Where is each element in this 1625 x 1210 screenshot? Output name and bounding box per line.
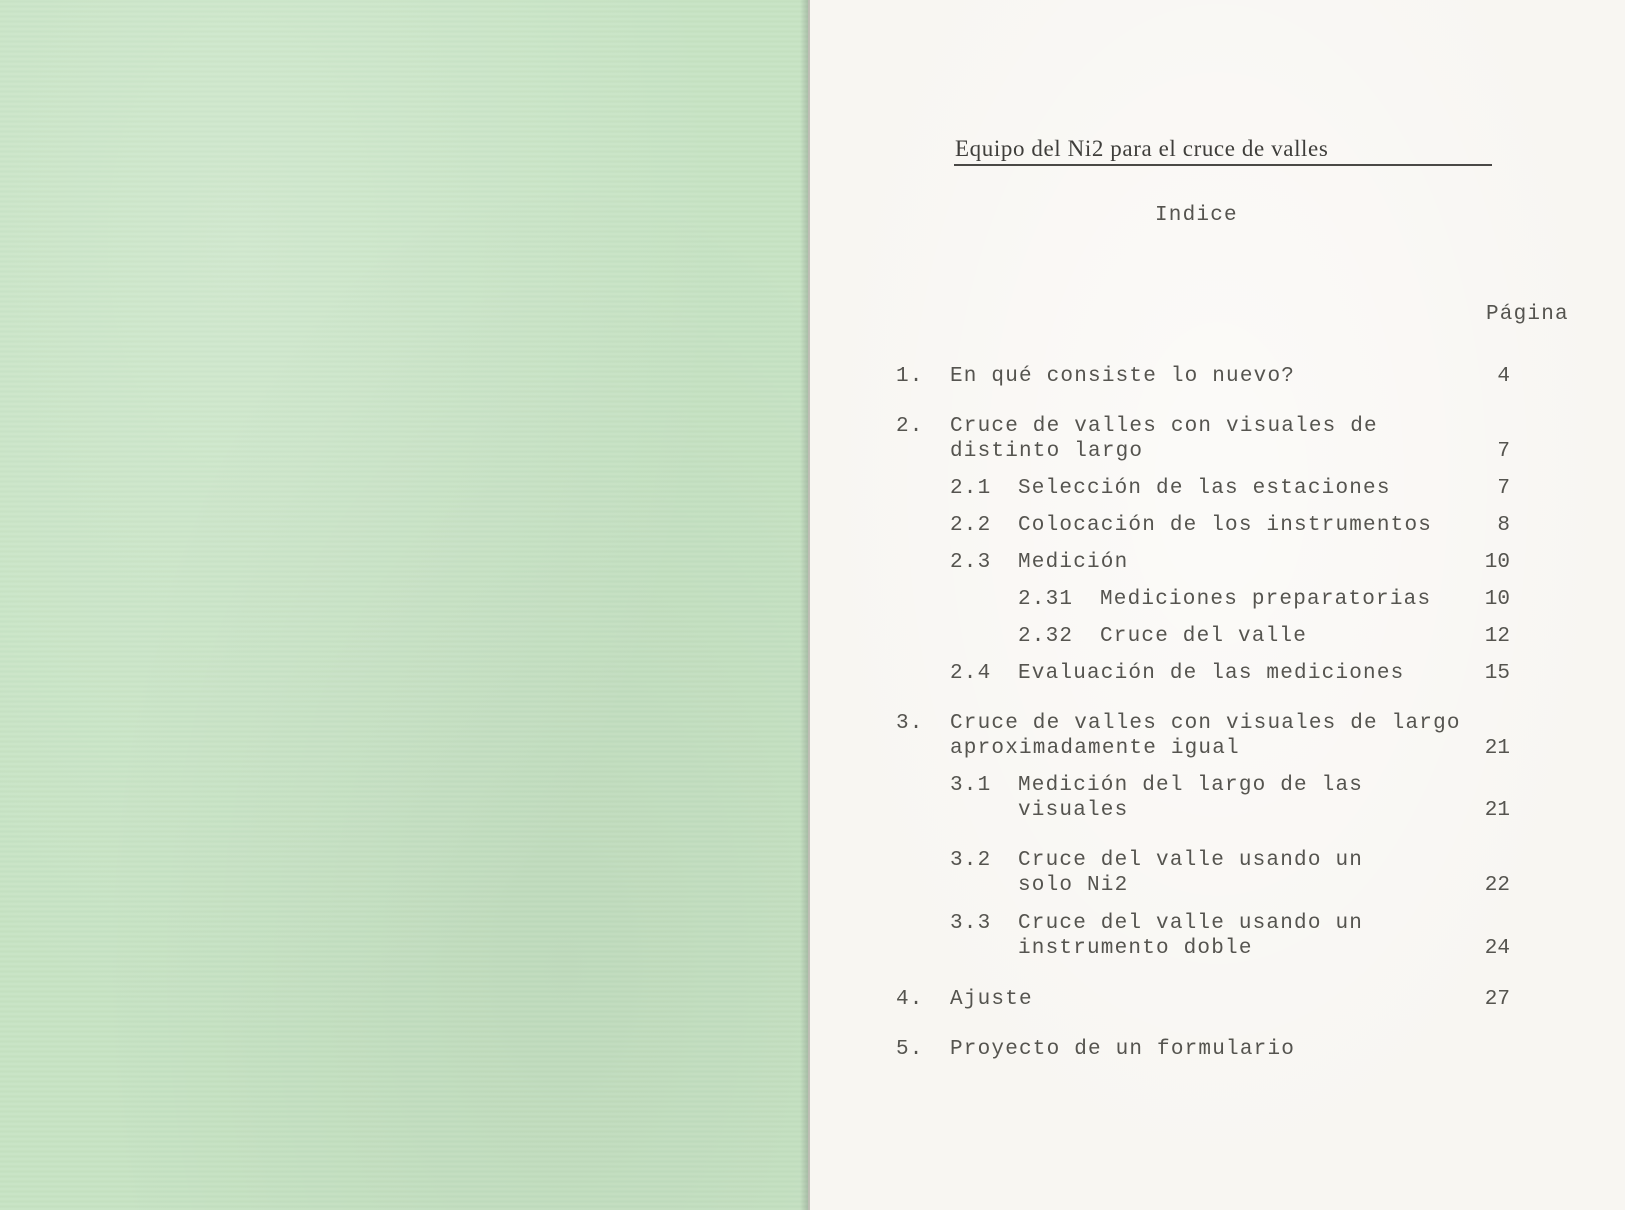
toc-entry-text: En qué consiste lo nuevo? xyxy=(950,365,1296,388)
toc-page-number: 21 xyxy=(1484,799,1510,822)
toc-number: 2.4 xyxy=(950,662,992,685)
toc-number: 2. xyxy=(896,415,924,438)
toc-page-number: 10 xyxy=(1484,588,1510,611)
toc-entry-text: visuales xyxy=(1018,799,1129,822)
toc-number: 2.31 xyxy=(1018,588,1074,611)
toc-number: 3. xyxy=(896,712,924,735)
toc-number: 4. xyxy=(896,988,924,1011)
page-column-label: Página xyxy=(1486,303,1569,326)
toc-page-number: 7 xyxy=(1497,477,1510,500)
toc-page-number: 21 xyxy=(1484,737,1510,760)
toc-entry-text: Cruce de valles con visuales de largo xyxy=(950,712,1461,735)
index-heading: Indice xyxy=(1155,204,1238,227)
toc-page-number: 10 xyxy=(1484,551,1510,574)
toc-page-number: 27 xyxy=(1484,988,1510,1011)
toc-number: 3.1 xyxy=(950,774,992,797)
toc-page-number: 7 xyxy=(1497,440,1510,463)
toc-entry-text: Cruce del valle usando un xyxy=(1018,912,1364,935)
toc-entry-text: aproximadamente igual xyxy=(950,737,1240,760)
toc-entry-text: Cruce del valle xyxy=(1100,625,1308,648)
toc-entry-text: Ajuste xyxy=(950,988,1033,1011)
toc-number: 2.3 xyxy=(950,551,992,574)
toc-number: 1. xyxy=(896,365,924,388)
toc-number: 5. xyxy=(896,1038,924,1061)
toc-page-number: 12 xyxy=(1484,625,1510,648)
index-page xyxy=(810,0,1625,1210)
toc-page-number: 24 xyxy=(1484,937,1510,960)
toc-number: 2.32 xyxy=(1018,625,1074,648)
toc-number: 2.2 xyxy=(950,514,992,537)
toc-entry-text: distinto largo xyxy=(950,440,1144,463)
toc-entry-text: solo Ni2 xyxy=(1018,874,1129,897)
toc-page-number: 8 xyxy=(1497,514,1510,537)
toc-entry-text: Proyecto de un formulario xyxy=(950,1038,1296,1061)
toc-entry-text: Selección de las estaciones xyxy=(1018,477,1391,500)
toc-entry-text: Medición del largo de las xyxy=(1018,774,1364,797)
toc-entry-text: Evaluación de las mediciones xyxy=(1018,662,1405,685)
green-cover-page xyxy=(0,0,808,1210)
title-underline xyxy=(954,164,1492,166)
toc-page-number: 15 xyxy=(1484,662,1510,685)
toc-entry-text: Medición xyxy=(1018,551,1129,574)
toc-number: 3.3 xyxy=(950,912,992,935)
toc-number: 3.2 xyxy=(950,849,992,872)
toc-page-number: 4 xyxy=(1497,365,1510,388)
toc-entry-text: Cruce del valle usando un xyxy=(1018,849,1364,872)
toc-page-number: 22 xyxy=(1484,874,1510,897)
toc-entry-text: Cruce de valles con visuales de xyxy=(950,415,1378,438)
toc-entry-text: Mediciones preparatorias xyxy=(1100,588,1432,611)
document-title: Equipo del Ni2 para el cruce de valles xyxy=(955,136,1329,161)
toc-entry-text: instrumento doble xyxy=(1018,937,1253,960)
toc-number: 2.1 xyxy=(950,477,992,500)
toc-entry-text: Colocación de los instrumentos xyxy=(1018,514,1433,537)
